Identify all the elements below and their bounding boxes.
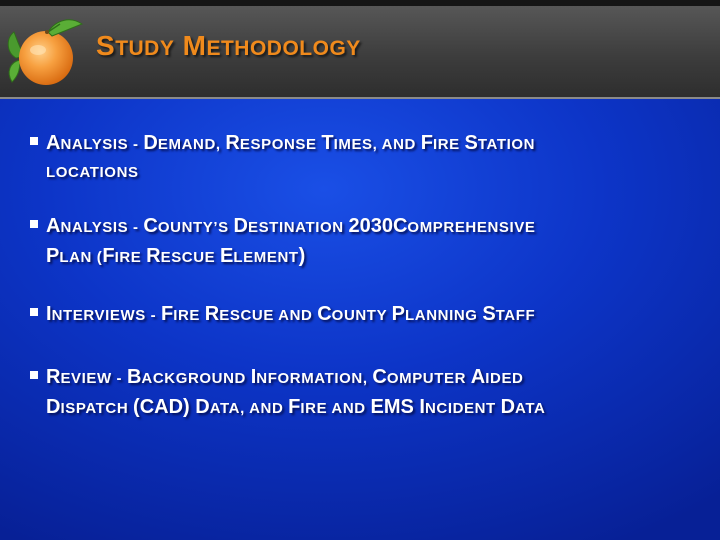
- bullet-text: B: [126, 366, 142, 388]
- bullet-text: IRE AND: [300, 400, 371, 417]
- bullet-text: NALYSIS -: [60, 136, 144, 153]
- bullet-text: OMPREHENSIVE: [407, 219, 536, 236]
- bullet-text: C: [392, 215, 408, 237]
- bullet-text: S: [464, 132, 478, 154]
- bullet-text: EMS: [370, 396, 420, 418]
- bullet-text: IMES, AND: [333, 136, 421, 153]
- bullet-text: P: [391, 303, 406, 325]
- bullet-text: ESCUE AND: [219, 307, 318, 324]
- bullet-text: D: [195, 396, 210, 418]
- bullet-text: LOCATIONS: [46, 164, 139, 181]
- bullet-text: EVIEW -: [60, 370, 127, 387]
- bullet-text: F: [420, 132, 433, 154]
- bullet-text: C: [317, 303, 332, 325]
- bullet-text: NCIDENT: [424, 400, 501, 417]
- square-bullet-icon: [30, 371, 38, 379]
- bullet-text: ESTINATION: [247, 219, 349, 236]
- square-bullet-icon: [30, 220, 38, 228]
- bullet-text: OUNTY: [331, 307, 392, 324]
- bullet-item-analysis-county: [30, 212, 535, 272]
- bullet-text: R: [46, 366, 61, 388]
- bullet-text: T: [321, 132, 334, 154]
- orange-fruit-logo-icon: [4, 12, 84, 90]
- bullet-line: [30, 129, 535, 159]
- bullet-text: LANNING: [405, 307, 483, 324]
- bullet-text: I: [250, 366, 257, 388]
- bullet-text: ESCUE: [160, 249, 221, 266]
- bullet-text: LAN (: [59, 249, 103, 266]
- bullet-text: P: [46, 245, 60, 267]
- bullet-line: [30, 300, 535, 330]
- bullet-text: F: [161, 303, 174, 325]
- bullet-text: D: [143, 132, 158, 154]
- bullet-text: TAFF: [495, 307, 536, 324]
- bullet-text: 2030: [348, 215, 393, 237]
- title-word2-rest: ETHODOLOGY: [206, 37, 361, 60]
- bullet-text: I: [419, 396, 425, 418]
- bullet-text: NTERVIEWS -: [51, 307, 161, 324]
- square-bullet-icon: [30, 308, 38, 316]
- bullet-text: R: [146, 245, 161, 267]
- bullet-text: F: [288, 396, 301, 418]
- bullet-line: [30, 242, 535, 272]
- bullet-text: NFORMATION,: [256, 370, 373, 387]
- bullet-text: LEMENT: [233, 249, 299, 266]
- bullet-text: A: [470, 366, 486, 388]
- bullet-text: IRE: [432, 136, 465, 153]
- bullet-text: ATA: [515, 400, 546, 417]
- bullet-text: I: [46, 303, 52, 325]
- bullet-text: A: [46, 132, 61, 154]
- bullet-text: R: [204, 303, 220, 325]
- bullet-text: IRE: [173, 307, 205, 324]
- bullet-text: IDED: [485, 370, 524, 387]
- bullet-text: OMPUTER: [386, 370, 471, 387]
- bullet-line: [30, 363, 545, 393]
- bullet-text: A: [46, 215, 61, 237]
- bullet-item-analysis-demand: [30, 129, 535, 187]
- top-strip: [0, 0, 720, 6]
- bullet-text: ESPONSE: [239, 136, 322, 153]
- title-word1-initial: S: [96, 30, 116, 61]
- bullet-text: E: [220, 245, 234, 267]
- bullet-text: C: [372, 366, 387, 388]
- bullet-line: [30, 159, 535, 187]
- bullet-text: F: [102, 245, 115, 267]
- bullet-text: ): [298, 245, 306, 267]
- header-divider: [0, 97, 720, 99]
- bullet-text: EMAND,: [157, 136, 226, 153]
- bullet-text: ISPATCH: [60, 400, 134, 417]
- bullet-line: [30, 393, 545, 423]
- bullet-text: D: [233, 215, 248, 237]
- bullet-text: ACKGROUND: [141, 370, 251, 387]
- title-word1-rest: TUDY: [115, 37, 175, 60]
- bullet-text: D: [46, 396, 61, 418]
- bullet-text: C: [143, 215, 158, 237]
- bullet-text: D: [500, 396, 516, 418]
- bullet-line: [30, 212, 535, 242]
- title-word2-initial: M: [182, 30, 207, 61]
- bullet-text: IRE: [114, 249, 147, 266]
- bullet-text: R: [225, 132, 240, 154]
- bullet-text: ATA, AND: [209, 400, 289, 417]
- bullet-text: TATION: [477, 136, 536, 153]
- bullet-item-review: [30, 363, 545, 423]
- slide-title: [96, 30, 361, 62]
- bullet-text: (CAD): [133, 396, 196, 418]
- bullet-text: S: [482, 303, 496, 325]
- bullet-text: NALYSIS -: [60, 219, 144, 236]
- square-bullet-icon: [30, 137, 38, 145]
- bullet-text: OUNTY’S: [157, 219, 234, 236]
- bullet-item-interviews: [30, 300, 535, 330]
